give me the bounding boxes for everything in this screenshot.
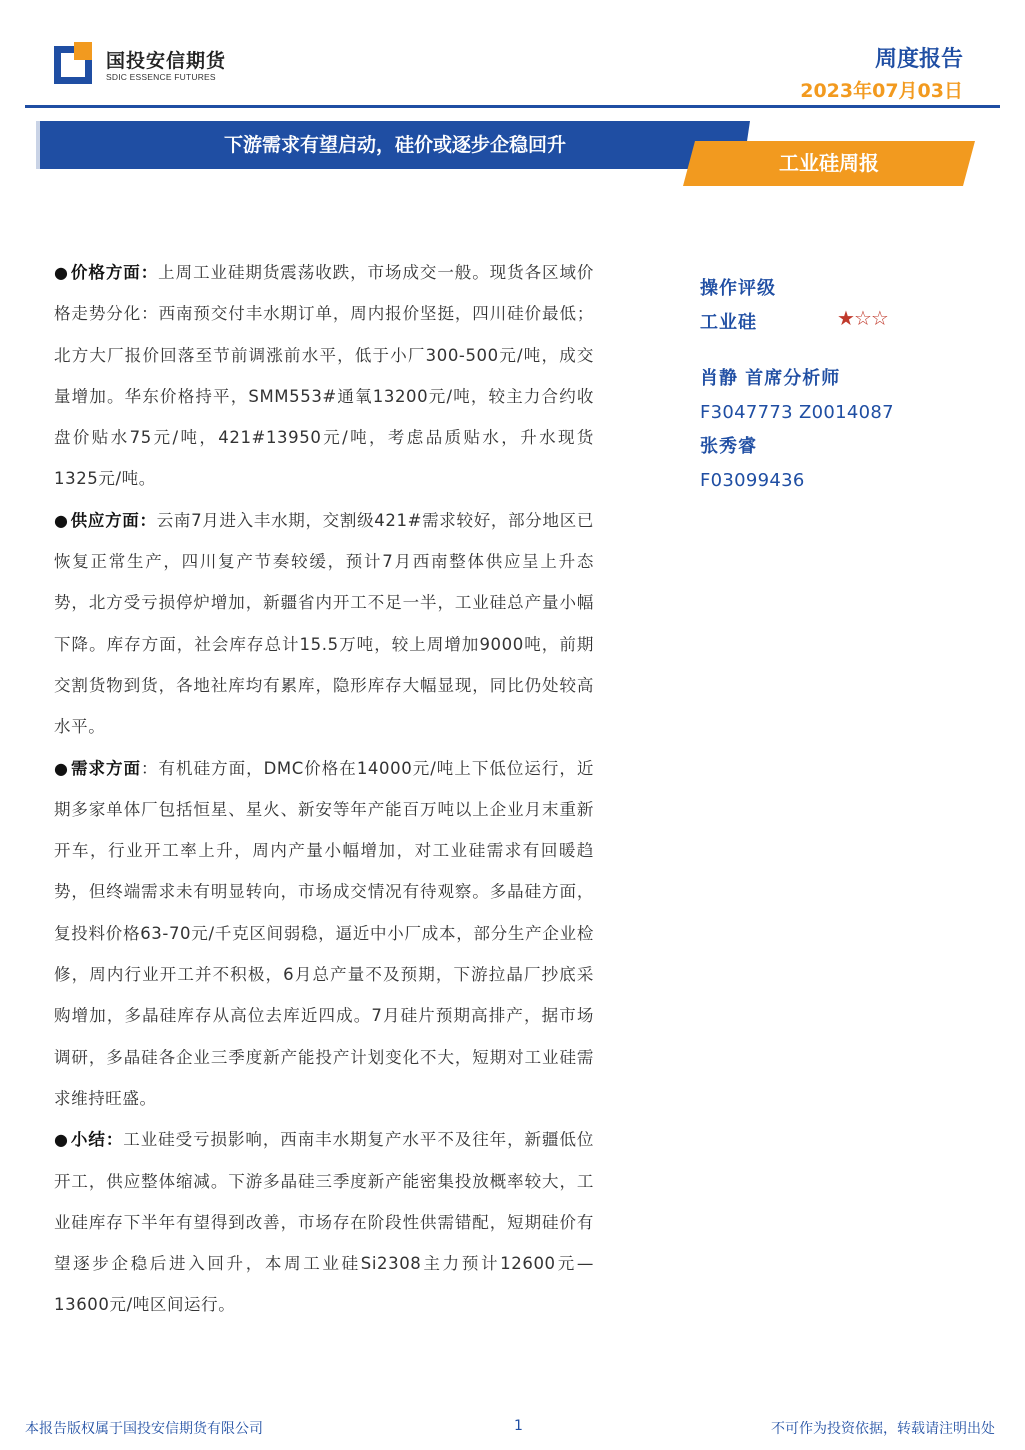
- analyst-name: 张秀睿: [700, 436, 757, 457]
- analyst-license: F3047773 Z0014087: [700, 402, 894, 423]
- page-number: 1: [514, 1418, 523, 1434]
- bullet-icon: ●: [54, 263, 69, 282]
- report-series-tag: 工业硅周报: [779, 151, 879, 175]
- company-logo: [54, 42, 254, 86]
- footer-copyright: 本报告版权属于国投安信期货有限公司: [25, 1421, 263, 1437]
- footer-disclaimer: 不可作为投资依据，转载请注明出处: [771, 1421, 995, 1437]
- logo-name-en: SDIC ESSENCE FUTURES: [106, 72, 216, 82]
- section-body: ：有机硅方面，DMC价格在14000元/吨上下低位运行，近期多家单体厂包括恒星、星火、新安等年产能百万吨以上企业月末重新开车，行业开工率上升，周内产量小幅增加，对工业硅需求有回暖趋势，但终端需求未有明显转向，市场成交情况有待观察。多晶硅方面，复投料价格63-70元/千克区间弱稳，逼近中小厂成本，部分生产企业检修，周内行业开工并不积极，6月总产量不及预期，下游拉晶厂抄底采购增加，多晶硅库存从高位去库近四成。7月硅片预期高排产，据市场调研，多晶硅各企业三季度新产能投产计划变化不大，短期对工业硅需求维持旺盛。: [54, 758, 594, 1108]
- report-type: 周度报告: [874, 47, 963, 72]
- section-heading: 需求方面: [70, 758, 142, 778]
- main-content: [54, 252, 594, 1326]
- section-price: [54, 252, 594, 500]
- section-demand: [54, 748, 594, 1120]
- rating-product: 工业硅: [700, 312, 757, 333]
- section-body: 工业硅受亏损影响，西南丰水期复产水平不及往年，新疆低位开工，供应整体缩减。下游多晶硅三季度新产能密集投放概率较大，工业硅库存下半年有望得到改善，市场存在阶段性供需错配，短期硅价有望逐步企稳后进入回升，本周工业硅Si2308主力预计12600元—13600元/吨区间运行。: [54, 1130, 594, 1315]
- section-summary: [54, 1119, 594, 1325]
- section-heading: 供应方面：: [70, 510, 157, 530]
- rating-stars: [837, 306, 888, 330]
- bullet-icon: ●: [54, 758, 69, 778]
- logo-name-cn: 国投安信期货: [106, 50, 227, 72]
- section-body: 上周工业硅期货震荡收跌，市场成交一般。现货各区域价格走势分化：西南预交付丰水期订单，周内报价坚挺，四川硅价最低；北方大厂报价回落至节前调涨前水平，低于小厂300-500元/吨，成交量增加。华东价格持平，SMM553#通氧13200元/吨，较主力合约收盘价贴水75元/吨，421#13950元/吨，考虑品质贴水，升水现货1325元/吨。: [54, 263, 595, 489]
- analyst-license: F03099436: [700, 470, 805, 491]
- section-heading: 小结：: [70, 1130, 124, 1150]
- rating-title: 操作评级: [700, 278, 776, 299]
- bullet-icon: ●: [54, 510, 69, 530]
- section-heading: 价格方面：: [70, 263, 159, 282]
- report-title: 下游需求有望启动，硅价或逐步企稳回升: [223, 134, 566, 156]
- section-body: 云南7月进入丰水期，交割级421#需求较好，部分地区已恢复正常生产，四川复产节奏较缓，预计7月西南整体供应呈上升态势，北方受亏损停炉增加，新疆省内开工不足一半，工业硅总产量小幅下降。库存方面，社会库存总计15.5万吨，较上周增加9000吨，前期交割货物到货，各地社库均有累库，隐形库存大幅显现，同比仍处较高水平。: [54, 510, 595, 737]
- star-filled-icon: ★: [837, 306, 854, 330]
- star-empty-icon: ☆: [870, 306, 888, 330]
- sidebar: [700, 272, 980, 498]
- logo-mark-icon: [54, 42, 96, 84]
- analyst-name: 肖静 首席分析师: [700, 368, 841, 389]
- report-date: 2023年07月03日: [800, 80, 963, 102]
- header-divider: [25, 105, 1000, 108]
- star-empty-icon: ☆: [853, 306, 871, 330]
- bullet-icon: ●: [54, 1130, 69, 1150]
- section-supply: [54, 500, 594, 748]
